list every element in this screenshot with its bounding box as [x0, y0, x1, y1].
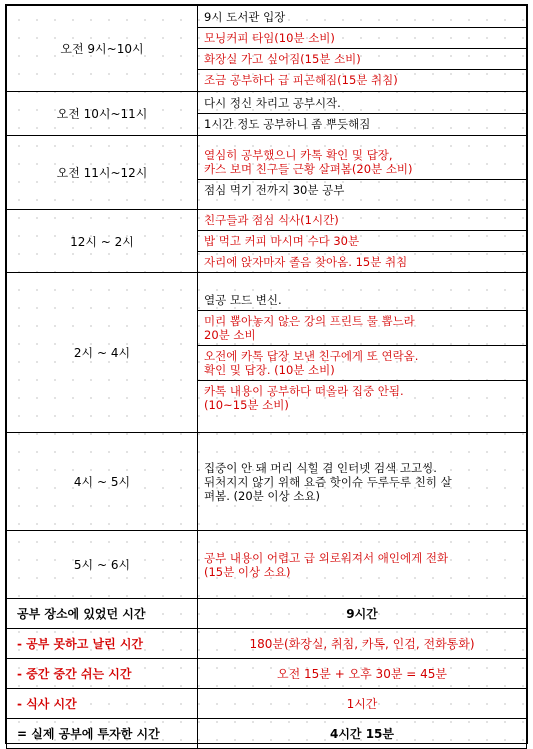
summary-value: 180분(화장실, 취침, 카톡, 인검, 전화통화) — [198, 629, 527, 659]
summary-value: 4시간 15분 — [198, 719, 527, 749]
activity-item: 점심 먹기 전까지 30분 공부 — [198, 179, 526, 200]
activity-item: 열심히 공부했으니 카톡 확인 및 답장, 카스 보며 친구들 근황 살펴봄(20분 소비) — [204, 148, 413, 176]
study-timetable-sheet — [5, 4, 528, 744]
activity-list — [198, 273, 527, 433]
summary-value: 9시간 — [198, 599, 527, 629]
summary-label: - 식사 시간 — [7, 689, 198, 719]
schedule-body — [7, 6, 527, 599]
summary-value: 오전 15분 + 오후 30분 = 45분 — [198, 659, 527, 689]
activity-item: 모닝커피 타임(10분 소비) — [198, 27, 526, 48]
summary-value: 1시간 — [198, 689, 527, 719]
activity-item: 열공 모드 변신. — [204, 293, 282, 307]
activity-item: 화장실 가고 싶어짐(15분 소비) — [198, 48, 526, 69]
activity-item: 오전에 카톡 답장 보낸 친구에게 또 연락옴. 확인 및 답장. (10분 소비) — [198, 345, 526, 380]
study-timetable — [6, 5, 527, 749]
summary-label: - 중간 중간 쉬는 시간 — [7, 659, 198, 689]
time-slot: 5시 ~ 6시 — [7, 531, 198, 599]
activity-item: 자리에 앉자마자 졸음 찾아옴. 15분 취침 — [198, 251, 526, 272]
schedule-row — [7, 136, 527, 210]
activity-item: 9시 도서관 입장 — [204, 10, 286, 24]
activity-list — [198, 6, 527, 92]
summary-row — [7, 659, 527, 689]
schedule-row — [7, 273, 527, 433]
summary-label: 공부 장소에 있었던 시간 — [7, 599, 198, 629]
time-slot: 오전 10시~11시 — [7, 92, 198, 136]
activity-item: 1시간 정도 공부하니 좀 뿌듯해짐 — [198, 113, 526, 134]
activity-item: 공부 내용이 어렵고 급 외로워져서 애인에게 전화 (15분 이상 소요) — [204, 550, 449, 579]
summary-row — [7, 689, 527, 719]
summary-row — [7, 719, 527, 749]
time-slot: 2시 ~ 4시 — [7, 273, 198, 433]
time-slot: 오전 9시~10시 — [7, 6, 198, 92]
summary-row — [7, 599, 527, 629]
activity-list — [198, 210, 527, 273]
activity-list — [198, 531, 527, 599]
time-slot: 12시 ~ 2시 — [7, 210, 198, 273]
activity-item: 다시 정신 차리고 공부시작. — [204, 96, 341, 110]
activity-item: 친구들과 점심 식사(1시간) — [204, 213, 339, 227]
schedule-row — [7, 433, 527, 531]
schedule-row — [7, 92, 527, 136]
summary-row — [7, 629, 527, 659]
summary-label: = 실제 공부에 투자한 시간 — [7, 719, 198, 749]
summary-label: - 공부 못하고 날린 시간 — [7, 629, 198, 659]
activity-item: 집중이 안 돼 머리 식힐 겸 인터넷 검색 고고씽. 뒤처지지 않기 위해 요즘 핫이슈 두루두루 친히 살 펴봄. (20분 이상 소요) — [204, 460, 452, 503]
schedule-row — [7, 210, 527, 273]
activity-list — [198, 136, 527, 210]
time-slot: 4시 ~ 5시 — [7, 433, 198, 531]
activity-item: 조금 공부하다 급 피곤해짐(15분 취침) — [198, 69, 526, 90]
activity-item: 밥 먹고 커피 마시며 수다 30분 — [198, 230, 526, 251]
time-slot: 오전 11시~12시 — [7, 136, 198, 210]
summary-body — [7, 599, 527, 749]
activity-list — [198, 92, 527, 136]
schedule-row — [7, 531, 527, 599]
activity-item: 미리 뽑아놓지 않은 강의 프린트 물 뽑느라 20분 소비 — [198, 310, 526, 345]
activity-item: 카톡 내용이 공부하다 떠올라 집중 안됨. (10~15분 소비) — [198, 380, 526, 415]
activity-list — [198, 433, 527, 531]
schedule-row — [7, 6, 527, 92]
